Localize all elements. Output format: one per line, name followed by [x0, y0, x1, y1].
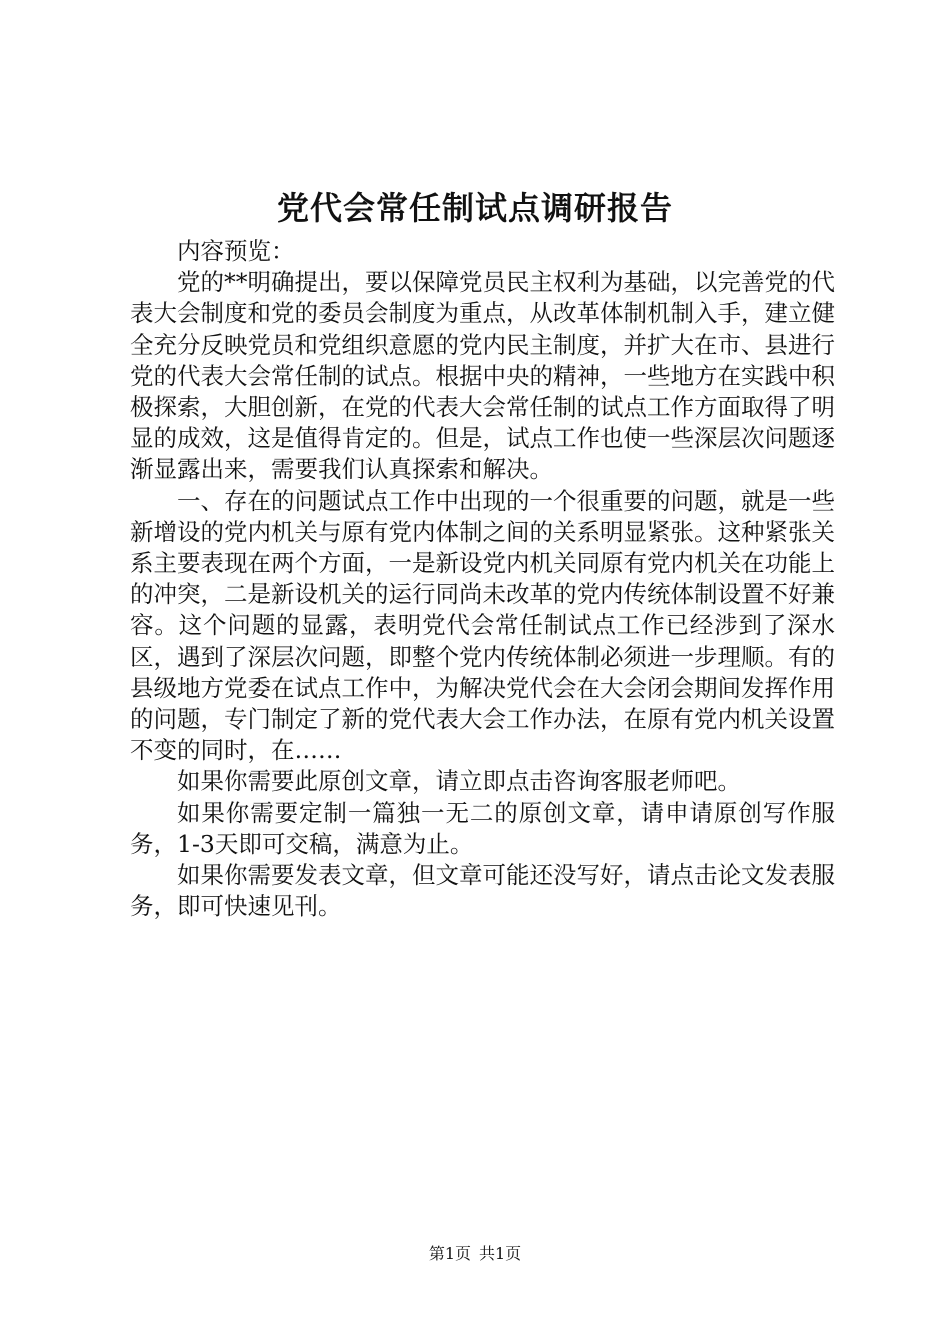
service-paragraph-consult: 如果你需要此原创文章，请立即点击咨询客服老师吧。	[177, 767, 741, 796]
service-paragraph-custom: 如果你需要定制一篇独一无二的原创文章，请申请原创写作服务，1-3天即可交稿，满意为止。	[130, 798, 835, 858]
body-paragraph: 党的**明确提出，要以保障党员民主权利为基础，以完善党的代表大会制度和党的委员会制度为重点，从改革体制机制入手，建立健全充分反映党员和党组织意愿的党内民主制度，并扩大在市、县进行党的代表大会常任制的试点。根据中央的精神，一些地方在实践中积极探索，大胆创新，在党的代表大会常任制的试点工作方面取得了明显的成效，这是值得肯定的。但是，试点工作也使一些深层次问题逐渐显露出来，需要我们认真探索和解决。	[130, 268, 835, 484]
page-number-total: 共1页	[479, 1244, 522, 1263]
document-body	[130, 236, 835, 922]
preview-label: 内容预览：	[177, 237, 295, 265]
service-paragraph-publish: 如果你需要发表文章，但文章可能还没写好，请点击论文发表服务，即可快速见刊。	[130, 861, 835, 921]
page-footer	[0, 1244, 950, 1264]
document-title: 党代会常任制试点调研报告	[276, 189, 673, 227]
page-number-current: 第1页	[428, 1244, 471, 1263]
body-paragraph: 一、存在的问题试点工作中出现的一个很重要的问题，就是一些新增设的党内机关与原有党内体制之间的关系明显紧张。这种紧张关系主要表现在两个方面，一是新设党内机关同原有党内机关在功能上的冲突，二是新设机关的运行同尚未改革的党内传统体制设置不好兼容。这个问题的显露，表明党代会常任制试点工作已经涉到了深水区，遇到了深层次问题，即整个党内传统体制必须进一步理顺。有的县级地方党委在试点工作中，为解决党代会在大会闭会期间发挥作用的问题，专门制定了新的党代表大会工作办法，在原有党内机关设置不变的同时，在……	[130, 486, 835, 765]
